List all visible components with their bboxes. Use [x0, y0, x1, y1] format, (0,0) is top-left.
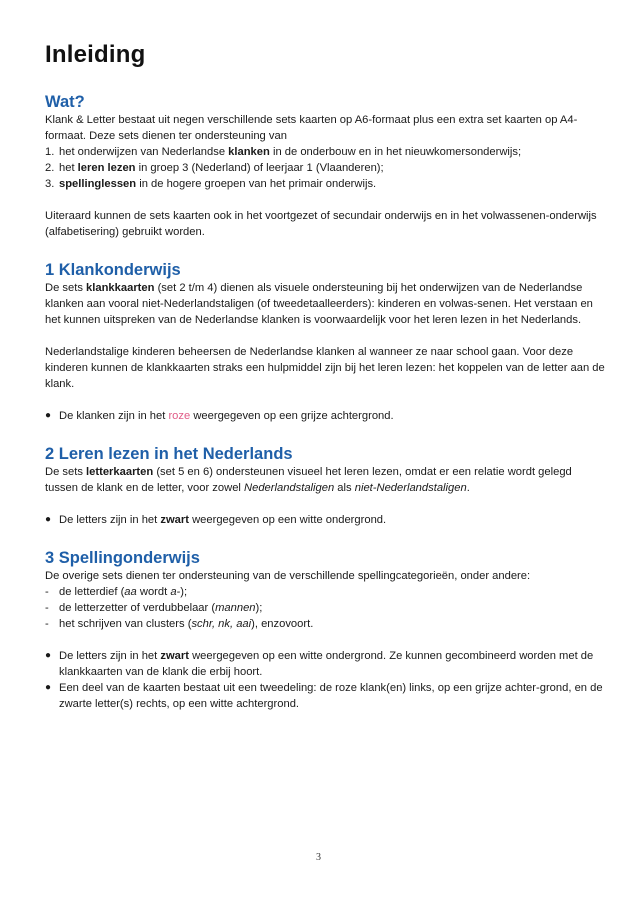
spellingonderwijs-dash-list: [45, 584, 605, 632]
page-title: Inleiding: [45, 41, 146, 68]
klankonderwijs-bullets: [45, 408, 605, 424]
list-item: 2. het leren lezen in groep 3 (Nederland) of leerjaar 1 (Vlaanderen);: [45, 162, 384, 174]
bullet-icon: ●: [45, 650, 52, 661]
list-item: ● Een deel van de kaarten bestaat uit een tweedeling: de roze klank(en) links, op een grijze achter-grond, en de zwarte letter(s) rechts, op een witte achtergrond.: [45, 682, 603, 710]
list-item: ● De letters zijn in het zwart weergegeven op een witte ondergrond. Ze kunnen gecombineerd worden met de klankkaarten van de klank die erbij hoort.: [45, 650, 594, 678]
leren-lezen-bullets: [45, 512, 605, 528]
klankonderwijs-paragraph-1: De sets klankkaarten (set 2 t/m 4) dienen als visuele ondersteuning bij het onderwijzen van de Nederlandse klanken aan vooral niet-Nederlandstaligen (of tweedetaalleerders): kinderen en volwas-senen. Het verstaan en het kunnen uitspreken van de Nederlandse klanken is voorwaardelijk voor het leren lezen in het Nederlands.: [45, 282, 593, 326]
list-item: - het schrijven van clusters (schr, nk, aai), enzovoort.: [45, 618, 314, 630]
wat-intro: Klank & Letter bestaat uit negen verschillende sets kaarten op A6-formaat plus een extra set kaarten op A4-formaat. Deze sets dienen ter ondersteuning van: [45, 114, 578, 142]
leren-lezen-paragraph: De sets letterkaarten (set 5 en 6) ondersteunen visueel het leren lezen, omdat er een relatie wordt gelegd tussen de klank en de letter, voor zowel Nederlandstaligen als niet-Nederlandstaligen.: [45, 466, 572, 494]
list-item: - de letterdief (aa wordt a-);: [45, 586, 188, 598]
list-item: ● De letters zijn in het zwart weergegeven op een witte ondergrond.: [45, 514, 387, 526]
bullet-icon: ●: [45, 410, 52, 421]
spellingonderwijs-bullets: [45, 648, 605, 712]
section-heading-wat: Wat?: [45, 93, 85, 111]
klankonderwijs-paragraph-2: Nederlandstalige kinderen beheersen de Nederlandse klanken al wanneer ze naar school gaan. Voor deze kinderen kunnen de klankkaarten straks een hulpmiddel zijn bij het leren lezen: het koppelen van de letter aan de klank.: [45, 346, 605, 390]
bullet-icon: ●: [45, 682, 52, 693]
list-item: 3. spellinglessen in de hogere groepen van het primair onderwijs.: [45, 178, 377, 190]
list-item: - de letterzetter of verdubbelaar (mannen);: [45, 602, 263, 614]
section-heading-leren-lezen: 2 Leren lezen in het Nederlands: [45, 445, 293, 463]
bullet-icon: ●: [45, 514, 52, 525]
wat-outro: Uiteraard kunnen de sets kaarten ook in het voortgezet of secundair onderwijs en in het volwassenen-onderwijs (alfabetisering) gebruikt worden.: [45, 210, 597, 238]
list-item: 1. het onderwijzen van Nederlandse klanken in de onderbouw en in het nieuwkomersonderwijs;: [45, 146, 522, 158]
section-heading-klankonderwijs: 1 Klankonderwijs: [45, 261, 181, 279]
page-number: 3: [316, 852, 321, 863]
document-page: [45, 40, 605, 712]
section-heading-spellingonderwijs: 3 Spellingonderwijs: [45, 549, 200, 567]
wat-numbered-list: [45, 144, 605, 192]
list-item: ● De klanken zijn in het roze weergegeven op een grijze achtergrond.: [45, 410, 394, 422]
spellingonderwijs-intro: De overige sets dienen ter ondersteuning van de verschillende spellingcategorieën, onder andere:: [45, 570, 531, 582]
